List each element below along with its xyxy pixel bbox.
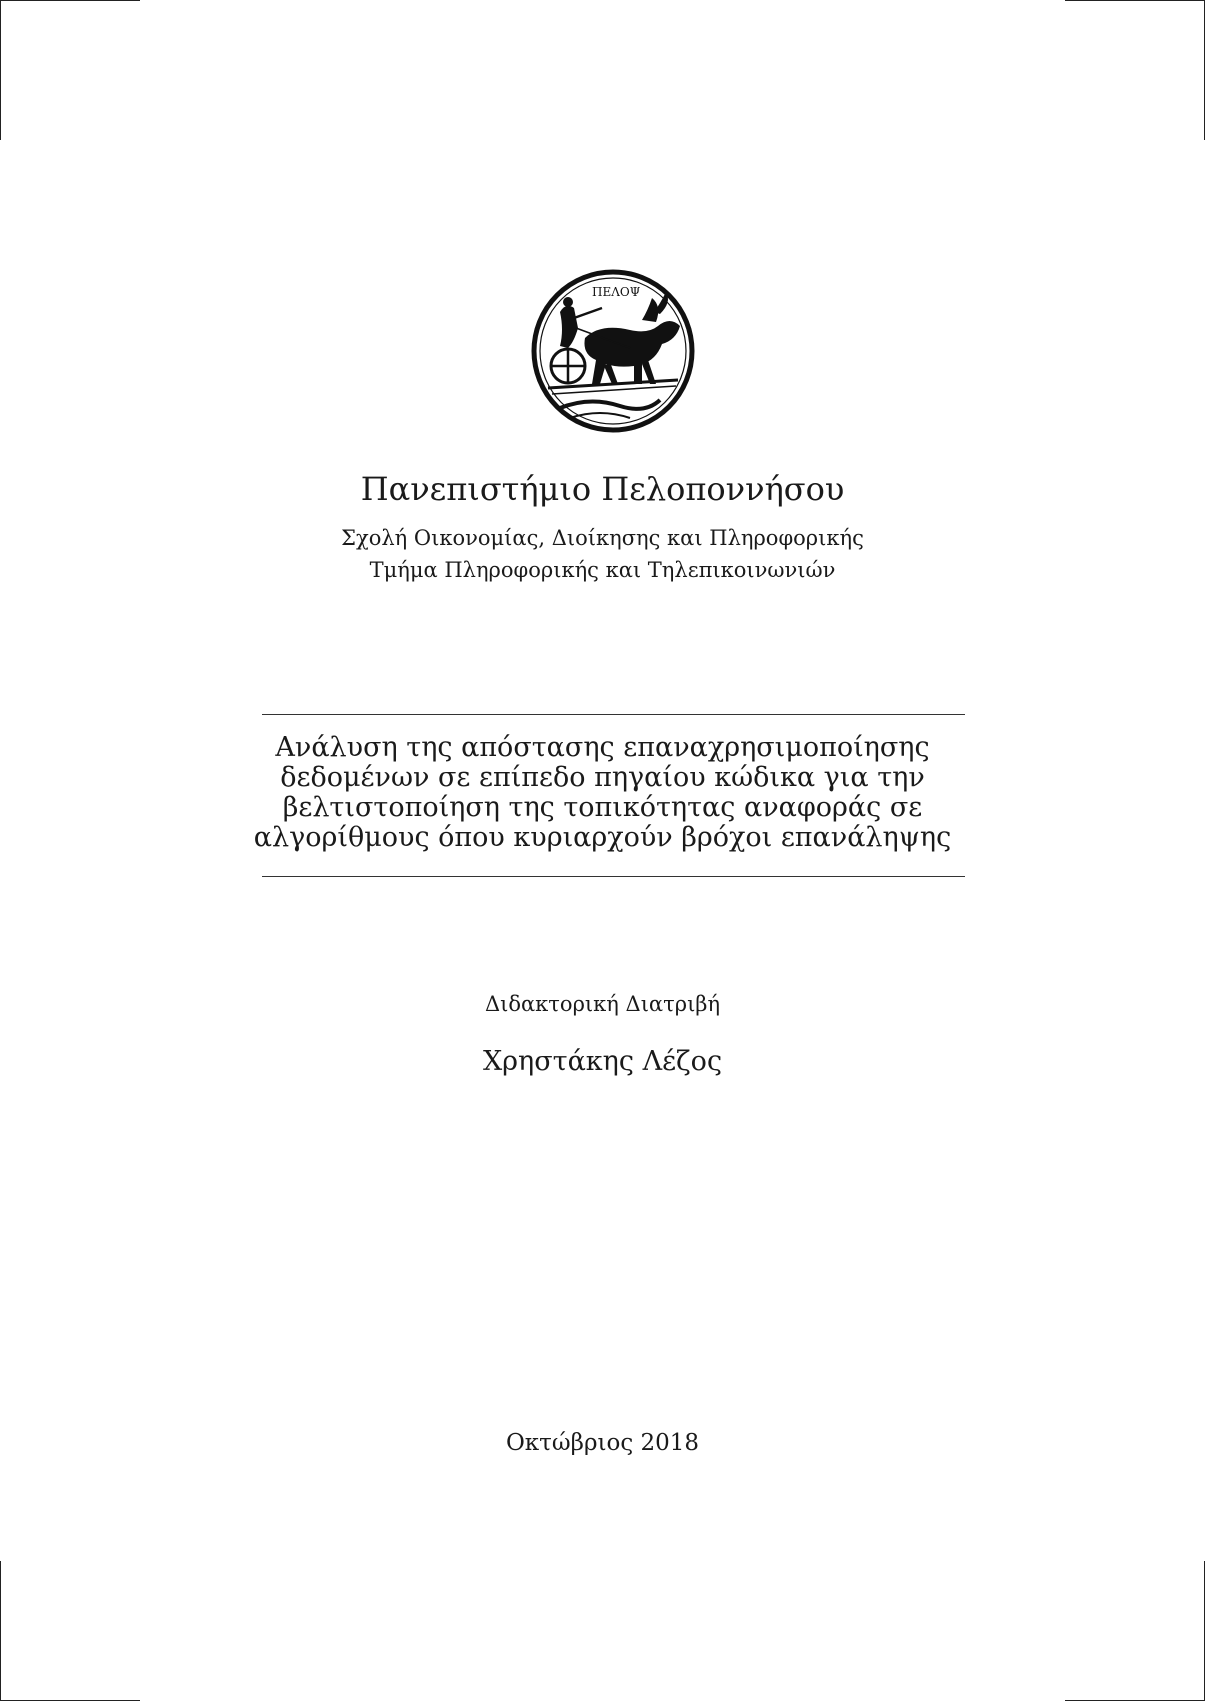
thesis-title [0, 733, 1205, 853]
thesis-title-line: αλγορίθμους όπου κυριαρχούν βρόχοι επανάληψης [253, 822, 952, 853]
school-name: Σχολή Οικονομίας, Διοίκησης και Πληροφορικής [341, 526, 864, 550]
university-seal-logo [530, 268, 696, 434]
crop-mark-top-left-h [0, 0, 140, 1]
thesis-title-line: δεδομένων σε επίπεδο πηγαίου κώδικα για την [280, 762, 925, 793]
crop-mark-top-right-h [1065, 0, 1205, 1]
crop-mark-top-left-v [0, 0, 1, 140]
publication-date: Οκτώβριος 2018 [505, 1430, 700, 1456]
author-name: Χρηστάκης Λέζος [482, 1046, 723, 1077]
title-rule-bottom [262, 876, 965, 877]
seal-inscription: ΠΕΛΟΨ [592, 285, 641, 299]
thesis-title-line: βελτιστοποίηση της τοπικότητας αναφοράς σε [282, 792, 923, 823]
university-name: Πανεπιστήμιο Πελοποννήσου [360, 470, 845, 508]
department-name: Τμήμα Πληροφορικής και Τηλεπικοινωνιών [369, 558, 836, 582]
document-type: Διδακτορική Διατριβή [484, 992, 721, 1016]
title-rule-top [262, 714, 965, 715]
thesis-title-line: Ανάλυση της απόστασης επαναχρησιμοποίησης [275, 732, 930, 763]
crop-mark-bottom-left-v [0, 1561, 1, 1701]
